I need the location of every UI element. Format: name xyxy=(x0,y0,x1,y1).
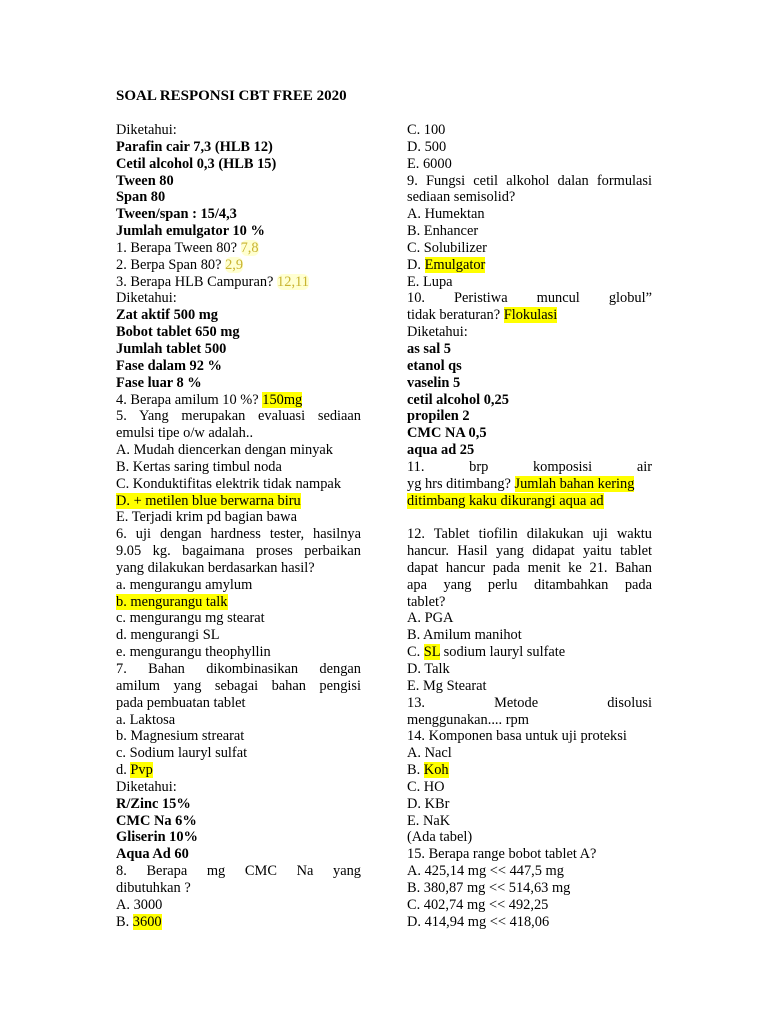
question-9-stem: 9. Fungsi cetil alkohol dalan formulasi xyxy=(407,172,652,189)
option: E. NaK xyxy=(407,812,451,829)
given-item: Parafin cair 7,3 (HLB 12) xyxy=(116,138,273,155)
given-item: CMC Na 6% xyxy=(116,812,197,829)
option: A. Mudah diencerkan dengan minyak xyxy=(116,442,333,459)
option: C. 100 xyxy=(407,122,446,138)
question-7-stem: 7. Bahan dikombinasikan dengan xyxy=(116,661,361,677)
question-1: 1. Berapa Tween 80? 7,8 xyxy=(116,239,259,256)
question-15-stem: 15. Berapa range bobot tablet A? xyxy=(407,846,597,863)
option: a. mengurangu amylum xyxy=(116,576,253,593)
question-2: 2. Berpa Span 80? 2,9 xyxy=(116,256,244,273)
question-7-stem: pada pembuatan tablet xyxy=(116,694,246,711)
right-column xyxy=(407,122,652,931)
option: B. Kertas saring timbul noda xyxy=(116,458,282,475)
question-7-stem: amilum yang sebagai bahan pengisi xyxy=(116,677,361,694)
given-item: Gliserin 10% xyxy=(116,829,198,846)
option: A. Humektan xyxy=(407,206,485,223)
highlighted-answer: 150mg xyxy=(262,391,303,408)
option: E. Terjadi krim pd bagian bawa xyxy=(116,509,297,526)
question-12-stem: hancur. Hasil yang didapat yaitu tablet xyxy=(407,543,652,560)
question-6-stem: 9.05 kg. bagaimana proses perbaikan xyxy=(116,543,361,560)
given-item: Fase dalam 92 % xyxy=(116,357,222,374)
given-item: Tween/span : 15/4,3 xyxy=(116,206,237,223)
option-answer: B. Koh xyxy=(407,762,449,779)
left-column xyxy=(116,122,361,931)
question-8-stem: 8. Berapa mg CMC Na yang xyxy=(116,863,361,880)
option: a. Laktosa xyxy=(116,711,176,728)
handwritten-answer: 12,11 xyxy=(277,273,309,290)
given-item: Fase luar 8 % xyxy=(116,374,202,391)
option: A. 425,14 mg << 447,5 mg xyxy=(407,863,564,880)
option: E. Lupa xyxy=(407,273,453,290)
option: c. mengurangu mg stearat xyxy=(116,610,265,627)
question-12-stem: 12. Tablet tiofilin dilakukan uji waktu xyxy=(407,526,652,543)
given-item: cetil alcohol 0,25 xyxy=(407,391,509,408)
question-3: 3. Berapa HLB Campuran? 12,11 xyxy=(116,273,309,290)
given-item: Cetil alcohol 0,3 (HLB 15) xyxy=(116,155,277,172)
given-item: propilen 2 xyxy=(407,408,470,425)
option: C. Solubilizer xyxy=(407,239,487,256)
given-item: as sal 5 xyxy=(407,340,451,357)
option: c. Sodium lauryl sulfat xyxy=(116,745,248,762)
question-4: 4. Berapa amilum 10 %? 150mg xyxy=(116,391,303,408)
question-13-stem: 13. Metode disolusi xyxy=(407,694,652,711)
given-item: Jumlah tablet 500 xyxy=(116,340,227,357)
question-11-stem: yg hrs ditimbang? Jumlah bahan kering xyxy=(407,475,635,492)
option: e. mengurangu theophyllin xyxy=(116,644,271,661)
question-9-stem: sediaan semisolid? xyxy=(407,189,516,206)
question-10-stem: 10. Peristiwa muncul globul” xyxy=(407,290,652,307)
page-title: SOAL RESPONSI CBT FREE 2020 xyxy=(116,88,347,104)
option-answer: b. mengurangu talk xyxy=(116,593,228,610)
option: D. KBr xyxy=(407,795,450,812)
given-item: Tween 80 xyxy=(116,172,174,189)
question-12-stem: apa yang perlu ditambahkan pada xyxy=(407,576,652,593)
handwritten-answer: 2,9 xyxy=(225,256,244,273)
given-item: Span 80 xyxy=(116,189,166,206)
question-5-stem: emulsi tipe o/w adalah.. xyxy=(116,425,254,442)
question-13-stem: menggunakan.... rpm xyxy=(407,711,529,728)
question-6-stem: 6. uji dengan hardness tester, hasilnya xyxy=(116,526,361,543)
option: D. 414,94 mg << 418,06 xyxy=(407,913,550,930)
option-answer: D. Emulgator xyxy=(407,256,486,273)
given-item: Jumlah emulgator 10 % xyxy=(116,223,265,240)
given-item: R/Zinc 15% xyxy=(116,795,191,812)
option: E. 6000 xyxy=(407,155,452,172)
option: C. HO xyxy=(407,778,445,795)
option: B. 380,87 mg << 514,63 mg xyxy=(407,879,571,896)
option: b. Magnesium strearat xyxy=(116,728,245,745)
option: D. Talk xyxy=(407,661,450,677)
question-11-answer: ditimbang kaku dikurangi aqua ad xyxy=(407,492,604,509)
question-8-stem: dibutuhkan ? xyxy=(116,879,191,896)
option: E. Mg Stearat xyxy=(407,677,487,694)
question-11-stem: 11. brp komposisi air xyxy=(407,458,652,475)
option: C. Konduktifitas elektrik tidak nampak xyxy=(116,475,342,492)
option: A. 3000 xyxy=(116,896,163,913)
option: B. Enhancer xyxy=(407,223,479,240)
given-heading: Diketahui: xyxy=(116,778,177,795)
given-item: Bobot tablet 650 mg xyxy=(116,324,240,341)
given-heading: Diketahui: xyxy=(116,122,177,138)
blank-line xyxy=(407,509,652,526)
question-14-stem: 14. Komponen basa untuk uji proteksi xyxy=(407,728,627,745)
option: D. 500 xyxy=(407,138,447,155)
option-answer: d. Pvp xyxy=(116,762,153,779)
option: A. Nacl xyxy=(407,745,452,762)
given-item: CMC NA 0,5 xyxy=(407,425,487,442)
given-item: Aqua Ad 60 xyxy=(116,846,189,863)
given-heading: Diketahui: xyxy=(116,290,177,307)
option-answer: B. 3600 xyxy=(116,913,162,930)
option: d. mengurangi SL xyxy=(116,627,220,644)
given-heading: Diketahui: xyxy=(407,324,468,341)
given-item: aqua ad 25 xyxy=(407,442,475,459)
question-10-stem: tidak beraturan? Flokulasi xyxy=(407,307,558,324)
question-12-stem: tablet? xyxy=(407,593,446,610)
option: C. 402,74 mg << 492,25 xyxy=(407,896,549,913)
question-12-stem: dapat hancur pada menit ke 21. Bahan xyxy=(407,559,652,576)
question-6-stem: yang dilakukan berdasarkan hasil? xyxy=(116,559,315,576)
question-5-stem: 5. Yang merupakan evaluasi sediaan xyxy=(116,408,361,425)
given-item: etanol qs xyxy=(407,357,462,374)
option: B. Amilum manihot xyxy=(407,627,522,644)
option: A. PGA xyxy=(407,610,454,627)
given-item: Zat aktif 500 mg xyxy=(116,307,218,324)
option-answer: C. SL sodium lauryl sulfate xyxy=(407,644,566,661)
table-note: (Ada tabel) xyxy=(407,829,473,846)
given-item: vaselin 5 xyxy=(407,374,461,391)
option-answer: D. + metilen blue berwarna biru xyxy=(116,492,301,509)
handwritten-answer: 7,8 xyxy=(240,239,259,256)
